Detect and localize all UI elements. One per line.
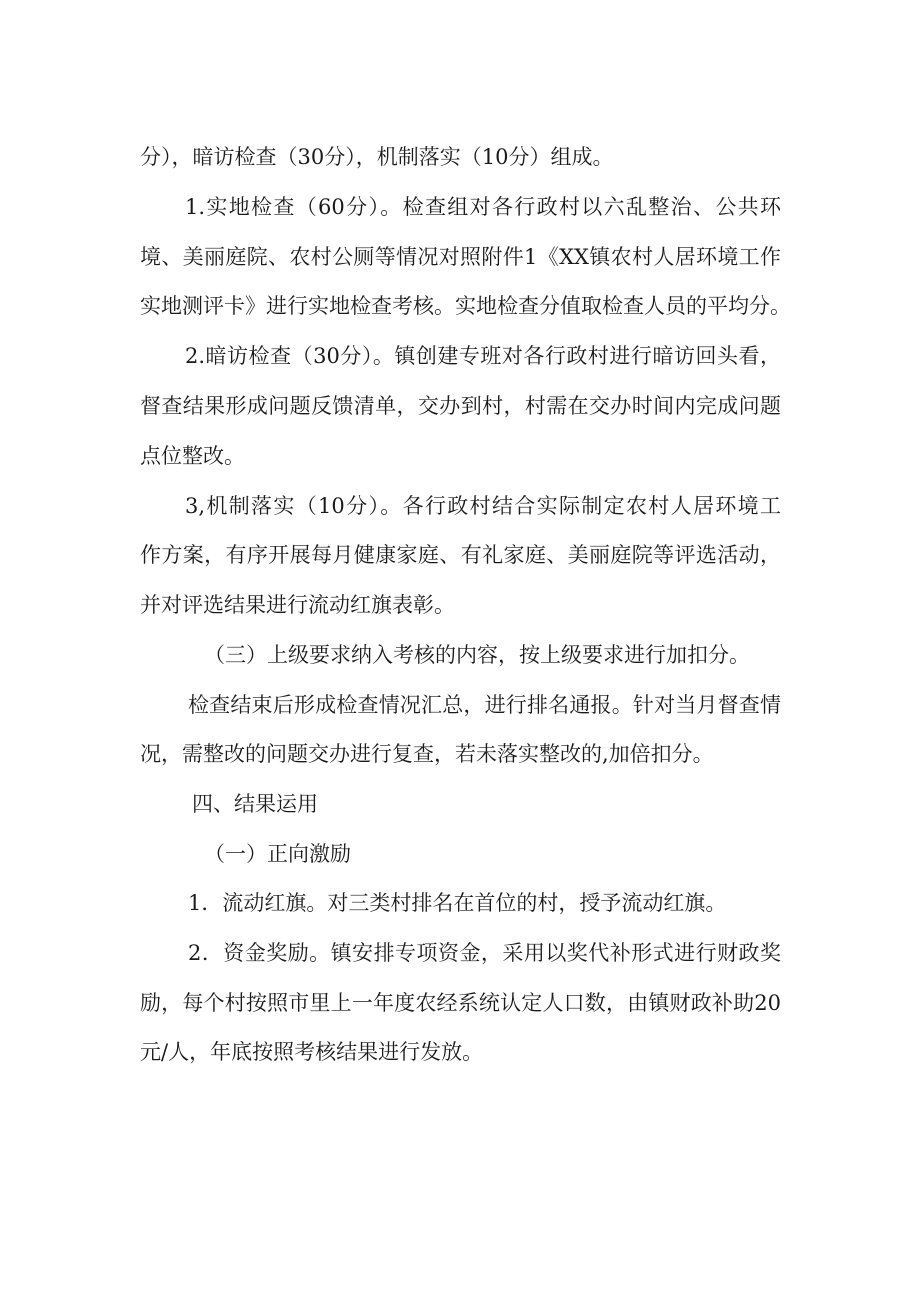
- section-heading-4: 四、结果运用: [192, 792, 318, 816]
- body-line-19: 元/人，年底按照考核结果进行发放。: [140, 1040, 484, 1064]
- body-line-1: 分），暗访检查（30分），机制落实（10分）组成。: [140, 145, 614, 169]
- body-line-13: 况，需整改的问题交办进行复查，若未落实整改的,加倍扣分。: [140, 742, 714, 766]
- body-line-4: 实地测评卡》进行实地检查考核。实地检查分值取检查人员的平均分。: [140, 294, 791, 318]
- body-line-6: 督查结果形成问题反馈清单，交办到村，村需在交办时间内完成问题: [140, 394, 781, 418]
- body-line-12: 检查结束后形成检查情况汇总，进行排名通报。针对当月督查情: [188, 693, 781, 717]
- body-line-18: 励，每个村按照市里上一年度农经系统认定人口数，由镇财政补助20: [140, 991, 781, 1015]
- body-line-3: 境、美丽庭院、农村公厕等情况对照附件1《XX镇农村人居环境工作: [140, 245, 781, 269]
- body-line-7: 点位整改。: [140, 444, 245, 468]
- list-item-2: 2．资金奖励。镇安排专项资金，采用以奖代补形式进行财政奖: [188, 941, 781, 965]
- body-line-10: 并对评选结果进行流动红旗表彰。: [140, 593, 455, 617]
- subsection-heading-1: （一）正向激励: [204, 842, 351, 866]
- list-item-1: 1．流动红旗。对三类村排名在首位的村，授予流动红旗。: [188, 891, 727, 915]
- subsection-heading-3: （三）上级要求纳入考核的内容，按上级要求进行加扣分。: [204, 643, 750, 667]
- body-line-9: 作方案，有序开展每月健康家庭、有礼家庭、美丽庭院等评选活动，: [140, 543, 781, 567]
- section-item-1: 1.实地检查（60分）。检查组对各行政村以六乱整治、公共环: [185, 195, 781, 219]
- section-item-2: 2.暗访检查（30分）。镇创建专班对各行政村进行暗访回头看，: [185, 344, 781, 368]
- section-item-3: 3,机制落实（10分）。各行政村结合实际制定农村人居环境工: [185, 494, 781, 518]
